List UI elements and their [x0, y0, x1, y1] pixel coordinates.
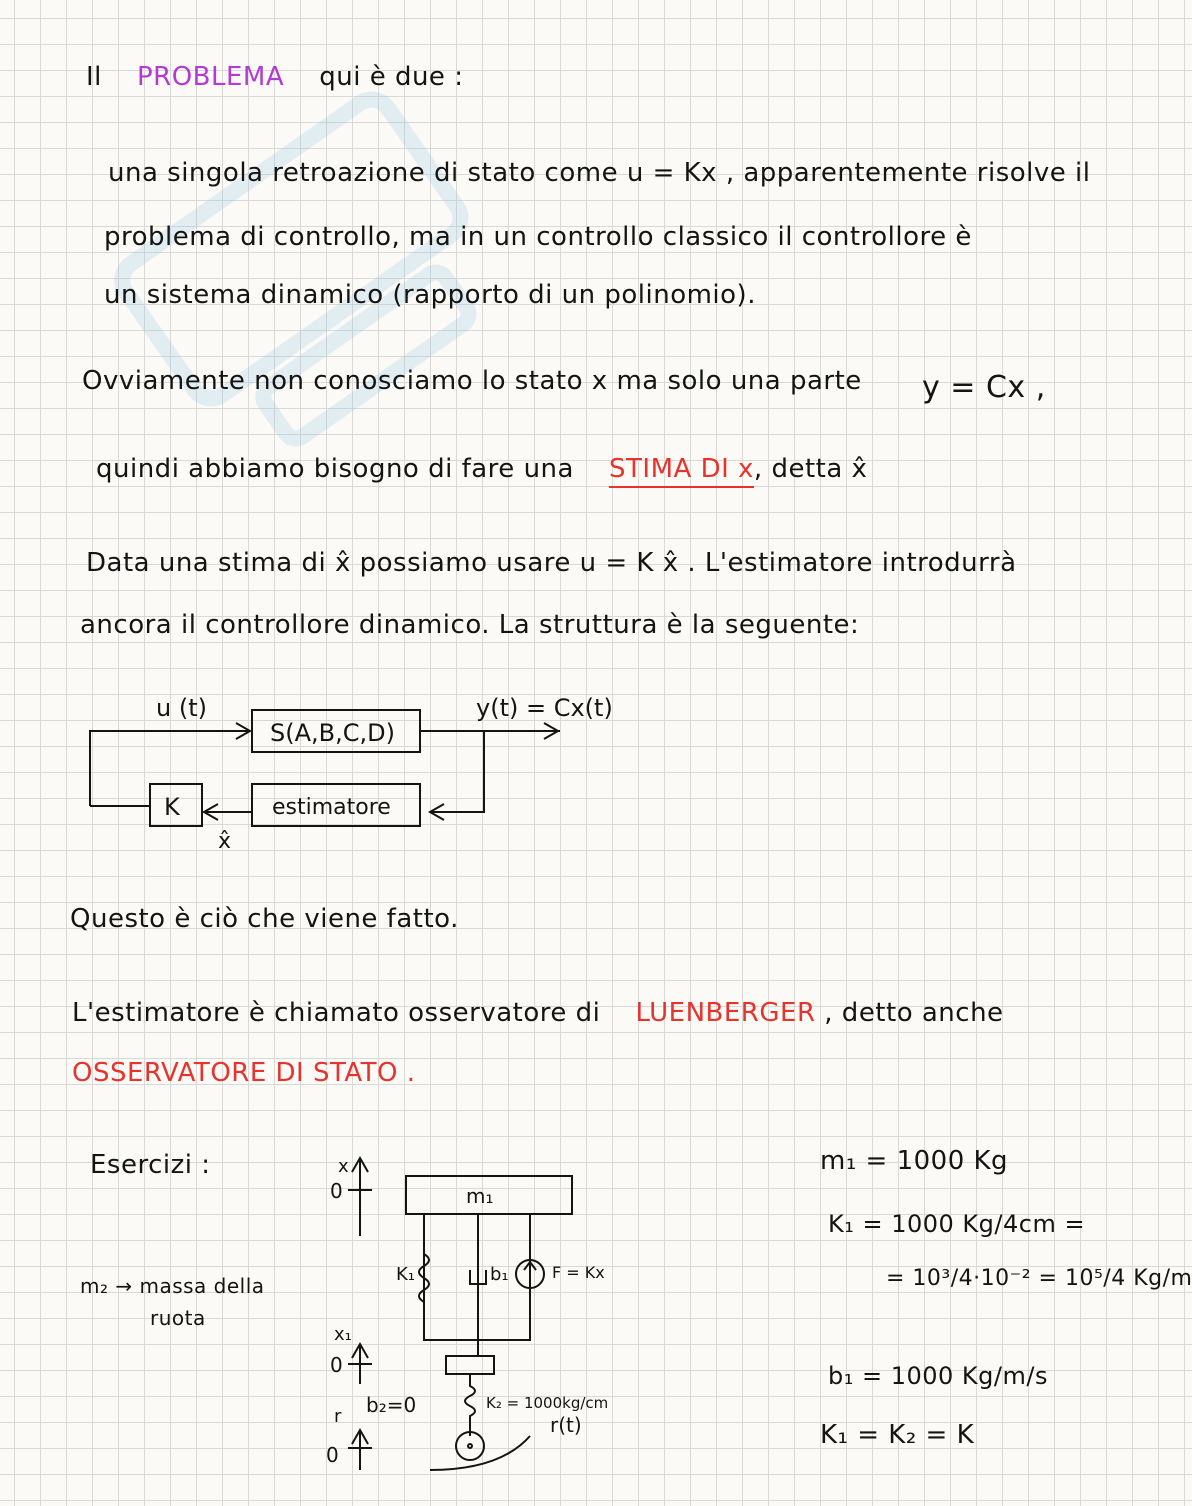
x1-label: x₁ [334, 1324, 352, 1345]
road-profile [430, 1436, 530, 1470]
stima-highlight: STIMA DI x [609, 454, 754, 488]
line-1-start: Il [86, 62, 102, 92]
exercise-note-line-1: m₂ → massa della [80, 1274, 265, 1298]
exercise-title: Esercizi : [90, 1150, 211, 1180]
param-m1: m₁ = 1000 Kg [820, 1146, 1009, 1176]
param-k1-conversion: = 10³/4·10⁻² = 10⁵/4 Kg/m [886, 1266, 1192, 1291]
line-5: Ovviamente non conosciamo lo stato x ma solo una parte [82, 366, 862, 396]
line-6-start: quindi abbiamo bisogno di fare una [96, 454, 574, 484]
zero-x1-label: 0 [330, 1353, 343, 1377]
line-6-end: , detta x̂ [753, 454, 868, 484]
mass-m2 [446, 1356, 494, 1374]
problema-highlight: PROBLEMA [136, 62, 285, 92]
k-label: K [164, 793, 180, 821]
param-b1: b₁ = 1000 Kg/m/s [828, 1362, 1048, 1390]
line-9: Questo è ciò che viene fatto. [70, 904, 459, 934]
line-1-end: qui è due : [319, 62, 464, 92]
k1-label: K₁ [396, 1264, 416, 1285]
force-label: F = Kx [552, 1263, 605, 1282]
r-label: r [334, 1406, 342, 1427]
wheel [456, 1432, 484, 1460]
line-10-end: , detto anche [824, 998, 1004, 1028]
y-label: y(t) = Cx(t) [476, 694, 613, 722]
line-8: ancora il controllore dinamico. La struttura è la seguente: [80, 610, 860, 640]
estimator-label: estimatore [272, 795, 391, 820]
line-10-start: L'estimatore è chiamato osservatore di [72, 998, 601, 1028]
u-label: u (t) [156, 694, 207, 722]
b2-label: b₂=0 [366, 1393, 417, 1417]
m1-label: m₁ [466, 1184, 494, 1208]
line-7: Data una stima di x̂ possiamo usare u = K x̂ . L'estimatore introdurrà [86, 548, 1017, 578]
spring-k2 [465, 1374, 475, 1436]
line-4: un sistema dinamico (rapporto di un polinomio). [104, 280, 756, 310]
luenberger-highlight: LUENBERGER [635, 998, 816, 1028]
zero-r-label: 0 [326, 1443, 339, 1467]
b1-label: b₁ [490, 1264, 509, 1285]
x-label: x [338, 1156, 349, 1177]
param-k-equal: K₁ = K₂ = K [820, 1420, 975, 1450]
force-arrow [524, 1262, 536, 1284]
exercise-note-line-2: ruota [150, 1306, 206, 1330]
line-3: problema di controllo, ma in un controllo classico il controllore è [104, 222, 972, 252]
param-k1: K₁ = 1000 Kg/4cm = [828, 1210, 1086, 1238]
plant-label: S(A,B,C,D) [270, 719, 395, 747]
line-5-equation: y = Cx , [922, 370, 1046, 405]
xhat-label: x̂ [218, 829, 232, 854]
line-11-observer: OSSERVATORE DI STATO . [72, 1058, 416, 1088]
line-2: una singola retroazione di stato come u = Kx , apparentemente risolve il [108, 158, 1091, 188]
zero-x-label: 0 [330, 1179, 343, 1203]
wheel-hub [468, 1444, 472, 1448]
rt-label: r(t) [550, 1413, 582, 1437]
k2-label: K₂ = 1000kg/cm [486, 1394, 609, 1412]
